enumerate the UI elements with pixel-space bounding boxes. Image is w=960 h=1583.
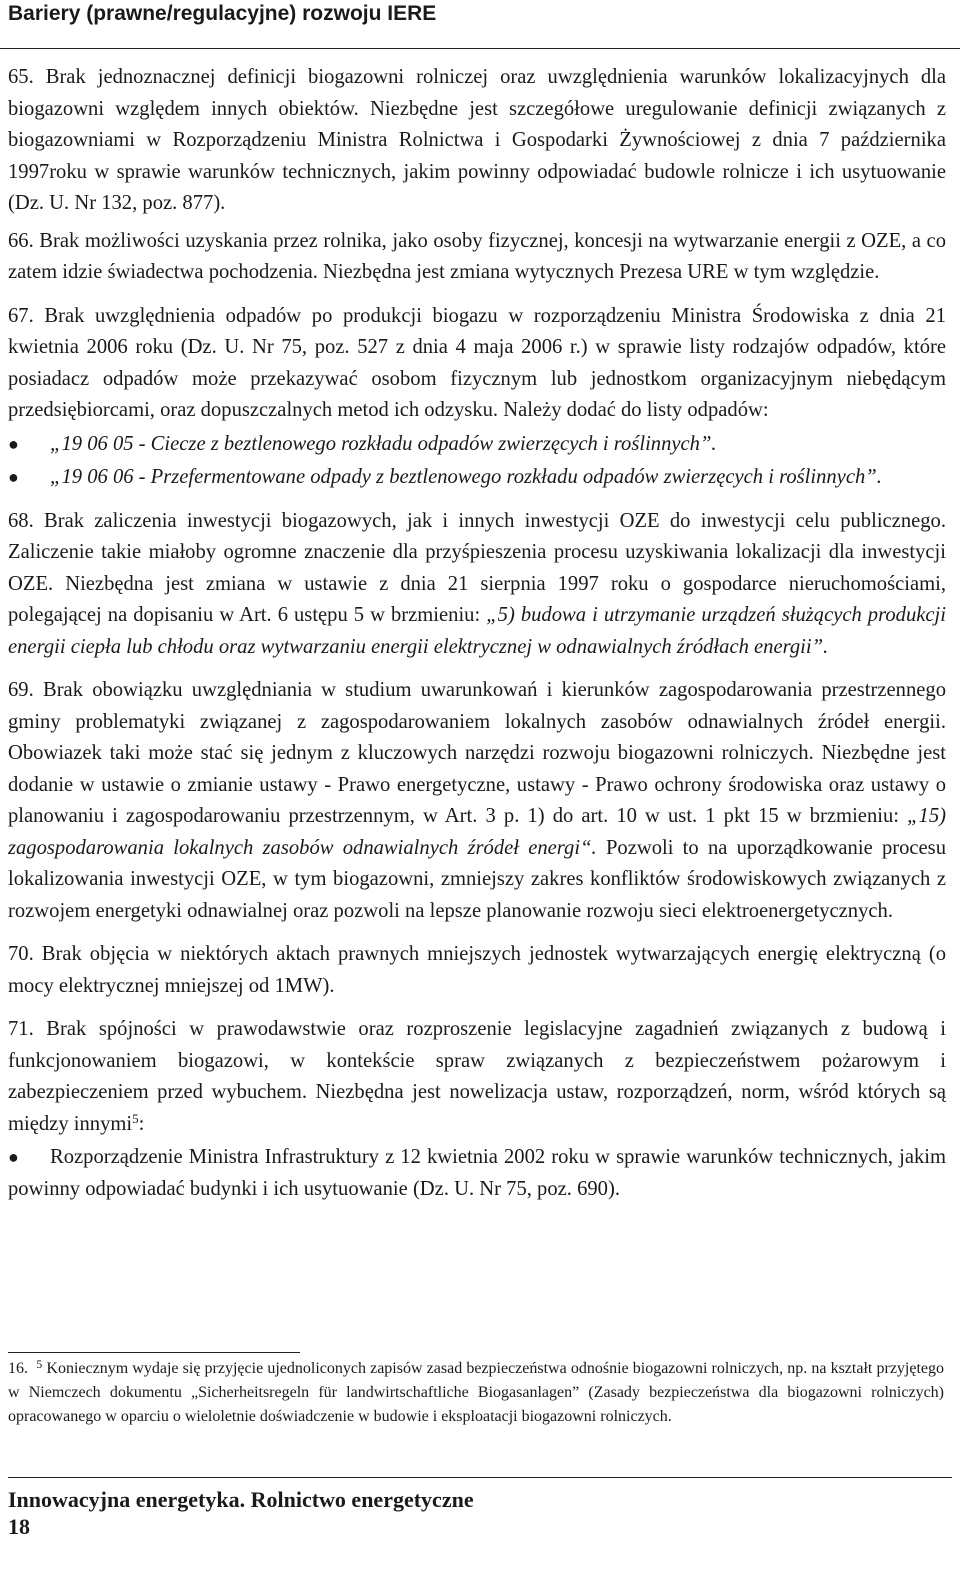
item-67: 67. Brak uwzględnienia odpadów po produkcji biogazu w rozporządzeniu Ministra Środowiska z dnia 21 kwietnia 2006 roku (Dz. U. Nr 75, poz. 527 z dnia 4 maja 2006 r.) w sprawie listy rodzajów odpadów, które posiadacz odpadów może przekazywać osobom fizycznym lub jednostkom organizacyjnym niebędącym przedsiębiorcami, oraz dopuszczalnych metod ich odzysku. Należy dodać do listy odpadów:	[8, 304, 946, 421]
bullet-icon: ●	[8, 433, 19, 454]
bullet-icon: ●	[8, 467, 19, 487]
bullet-icon: ●	[8, 1147, 19, 1167]
item-65: 65. Brak jednoznacznej definicji biogazowni rolniczej oraz uwzględnienia warunków lokalizacyjnych dla biogazowni względem innych obiektów. Niezbędne jest szczegółowe uregulowanie definicji związanych z biogazowniami w Rozporządzeniu Ministra Rolnictwa i Gospodarki Żywnościowej z dnia 7 października 1997roku w sprawie warunków technicznych, jakim powinny odpowiadać budowle rolnicze i ich usytuowanie (Dz. U. Nr 132, poz. 877).	[8, 66, 946, 214]
running-header: Bariery (prawne/regulacyjne) rozwoju IERE	[8, 2, 437, 25]
item-68-quote: „5) budowa i utrzymanie urządzeń służących produkcji energii ciepła lub chłodu oraz wytwarzaniu energii elektrycznej w odnawialnych źródłach energii”.	[8, 604, 946, 658]
waste-code-190605: „19 06 05 - Ciecze z beztlenowego rozkładu odpadów zwierzęcych i roślinnych”.	[50, 432, 717, 455]
regulation-bullet	[8, 1142, 946, 1205]
item-71	[8, 1014, 946, 1140]
regulation-bullet-text: Rozporządzenie Ministra Infrastruktury z 12 kwietnia 2002 roku w sprawie warunków technicznych, jakim powinny odpowiadać budynki i ich usytuowanie (Dz. U. Nr 75, poz. 690).	[8, 1146, 946, 1200]
item-66: 66. Brak możliwości uzyskania przez rolnika, jako osoby fizycznej, koncesji na wytwarzanie energii z OZE, a co zatem idzie świadectwa pochodzenia. Niezbędna jest zmiana wytycznych Prezesa URE w tym względzie.	[8, 229, 946, 283]
item-71-text: 71. Brak spójności w prawodawstwie oraz rozproszenie legislacyjne zagadnień związanych z budową i funkcjonowaniem biogazowi, w kontekście spraw związanych z bezpieczeństwem pożarowym i zabezpieczeniem przed wybuchem. Niezbędna jest nowelizacja ustaw, rozporządzeń, norm, wśród których są między innymi	[8, 1018, 946, 1135]
waste-code-190606: „19 06 06 - Przefermentowane odpady z beztlenowego rozkładu odpadów zwierzęcych i roślinnych”.	[50, 466, 882, 488]
item-69-text: 69. Brak obowiązku uwzględniania w studium uwarunkowań i kierunków zagospodarowania przestrzennego gminy problematyki związanej z zagospodarowaniem lokalnych zasobów odnawialnych źródeł energii. Obowiazek taki może stać się jednym z kluczowych narzędzi rozwoju biogazowni rolniczych. Niezbędne jest dodanie w ustawie o zmianie ustawy - Prawo energetyczne, ustawy - Prawo ochrony środowiska oraz ustawy o planowaniu i zagospodarowaniu przestrzennym, w Art. 3 p. 1) do art. 10 w ust. 1 pkt 15 w brzmieniu:	[8, 679, 946, 827]
footnote-text: Koniecznym wydaje się przyjęcie ujednoliconych zapisów zasad bezpieczeństwa odnośnie biogazowni rolniczych, np. na kształt przyjętego w Niemczech dokumentu „Sicherheitsregeln für landwirtschaftliche Biogasanlagen” (Zasady bezpieczeństwa dla biogazowni rolniczych) opracowanego w oparciu o wieloletnie doświadczenie w budowie i eksploatacji biogazowni rolniczych.	[8, 1360, 945, 1425]
item-70: 70. Brak objęcia w niektórych aktach prawnych mniejszych jednostek wytwarzających energię elektryczną (o mocy elektrycznej mniejszej od 1MW).	[8, 943, 946, 997]
waste-list-bullet-1	[8, 429, 946, 461]
document-body	[8, 62, 946, 1217]
header-divider	[0, 48, 960, 49]
item-69-quote: „15) zagospodarowania lokalnych zasobów odnawialnych źródeł energi“.	[8, 805, 946, 859]
footnote-marker: 5	[36, 1357, 43, 1371]
item-68-text: 68. Brak zaliczenia inwestycji biogazowych, jak i innych inwestycji OZE do inwestycji celu publicznego. Zaliczenie takie miałoby ogromne znaczenie dla przyśpieszenia procesu uzyskiwania lokalizacji dla inwestycji OZE. Niezbędna jest zmiana w ustawie z dnia 21 sierpnia 1997 roku o gospodarce nieruchomościami, polegającej na dopisaniu w Art. 6 ustępu 5 w brzmieniu:	[8, 509, 946, 626]
page-number: 18	[8, 1514, 30, 1539]
footer-divider	[8, 1477, 952, 1478]
footnote	[8, 1357, 944, 1429]
item-68	[8, 506, 946, 664]
waste-list-bullet-2	[8, 462, 946, 494]
footnote-ref: 5	[132, 1110, 139, 1126]
item-69-text2: Pozwoli to na uporządkowanie procesu lokalizowania inwestycji OZE, w tym biogazowni, zmniejszy zakres konfliktów środowiskowych związanych z rozwojem energetyki odnawialnej oraz pozwoli na lepsze planowanie rozwoju sieci elektroenergetycznych.	[8, 836, 946, 922]
footnote-number: 16.	[8, 1360, 28, 1377]
footnote-divider	[8, 1352, 300, 1353]
item-69	[8, 675, 946, 927]
footer-title: Innowacyjna energetyka. Rolnictwo energetyczne	[8, 1487, 474, 1512]
item-71-colon: :	[138, 1112, 145, 1135]
